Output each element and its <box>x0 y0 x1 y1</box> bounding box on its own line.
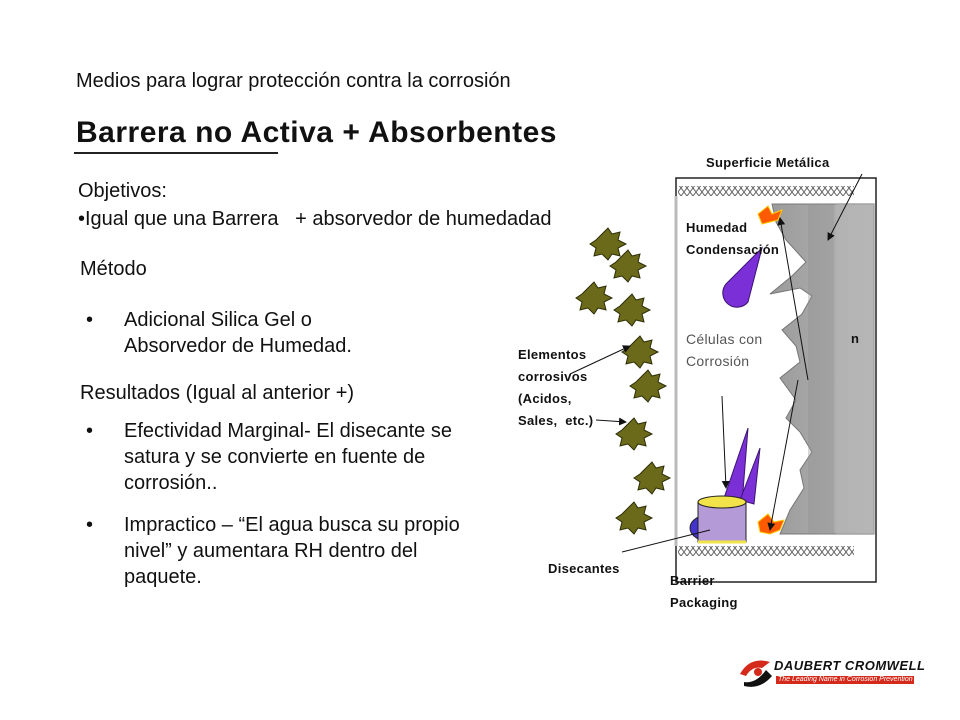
logo-name: DAUBERT CROMWELL <box>774 658 926 673</box>
pointer-arrow <box>722 396 726 488</box>
corrosive-particle <box>622 336 658 368</box>
resultados-bullet-text: Efectividad Marginal- El disecante se satura y se convierte en fuente de corrosión.. <box>124 420 452 494</box>
slide-subtitle: Medios para lograr protección contra la corrosión <box>76 70 511 92</box>
metodo-bullet-text: Adicional Silica Gel o Absorvedor de Humedad. <box>124 309 352 357</box>
objetivos-heading: Objetivos: <box>78 180 167 202</box>
corrosive-particle <box>630 370 666 402</box>
metodo-heading: Método <box>80 258 147 280</box>
label-line: Sales, etc.) <box>518 413 594 428</box>
metal-band <box>808 204 834 534</box>
bullet-dot: • <box>86 514 94 536</box>
barrier-top-film <box>678 186 854 196</box>
label-line: (Acidos, <box>518 391 572 406</box>
label-n: n <box>851 331 860 346</box>
metal-band <box>836 204 874 534</box>
corrosive-particle <box>576 282 612 314</box>
objetivos-item: •Igual que una Barrera + absorvedor de humedadad <box>78 208 552 230</box>
slide-title: Barrera no Activa + Absorbentes <box>76 116 557 149</box>
corrosive-particle <box>614 294 650 326</box>
label-line: corrosivos <box>518 369 588 384</box>
label-humedad: Humedad <box>686 220 748 235</box>
label-condensacion: Condensación <box>686 242 780 257</box>
label-celulas: Células con <box>686 331 763 347</box>
corrosive-particle <box>616 502 652 534</box>
pointer-arrow <box>596 420 626 422</box>
label-superficie-metalica: Superficie Metálica <box>706 155 830 170</box>
company-logo <box>736 652 926 692</box>
corrosive-particle <box>634 462 670 494</box>
label-line: Barrier <box>670 573 715 588</box>
bullet-dot: • <box>86 420 94 442</box>
label-corrosion: Corrosión <box>686 353 750 369</box>
desiccant-canister-top <box>698 496 746 508</box>
bullet-dot: • <box>86 309 94 331</box>
label-line: Elementos <box>518 347 587 362</box>
logo-mark-icon <box>736 654 776 688</box>
label-barrier-packaging <box>670 570 738 614</box>
label-disecantes: Disecantes <box>548 561 620 576</box>
resultados-heading: Resultados (Igual al anterior +) <box>80 382 355 404</box>
resultados-bullet-text: Impractico – “El agua busca su propio nivel” y aumentara RH dentro del paquete. <box>124 514 460 588</box>
corrosive-particle <box>616 418 652 450</box>
label-elementos-corrosivos <box>518 344 593 432</box>
barrier-bottom-film <box>678 546 854 556</box>
logo-tagline: The Leading Name in Corrosion Prevention <box>778 676 913 683</box>
label-line: Packaging <box>670 595 738 610</box>
corrosive-particle <box>590 228 626 260</box>
